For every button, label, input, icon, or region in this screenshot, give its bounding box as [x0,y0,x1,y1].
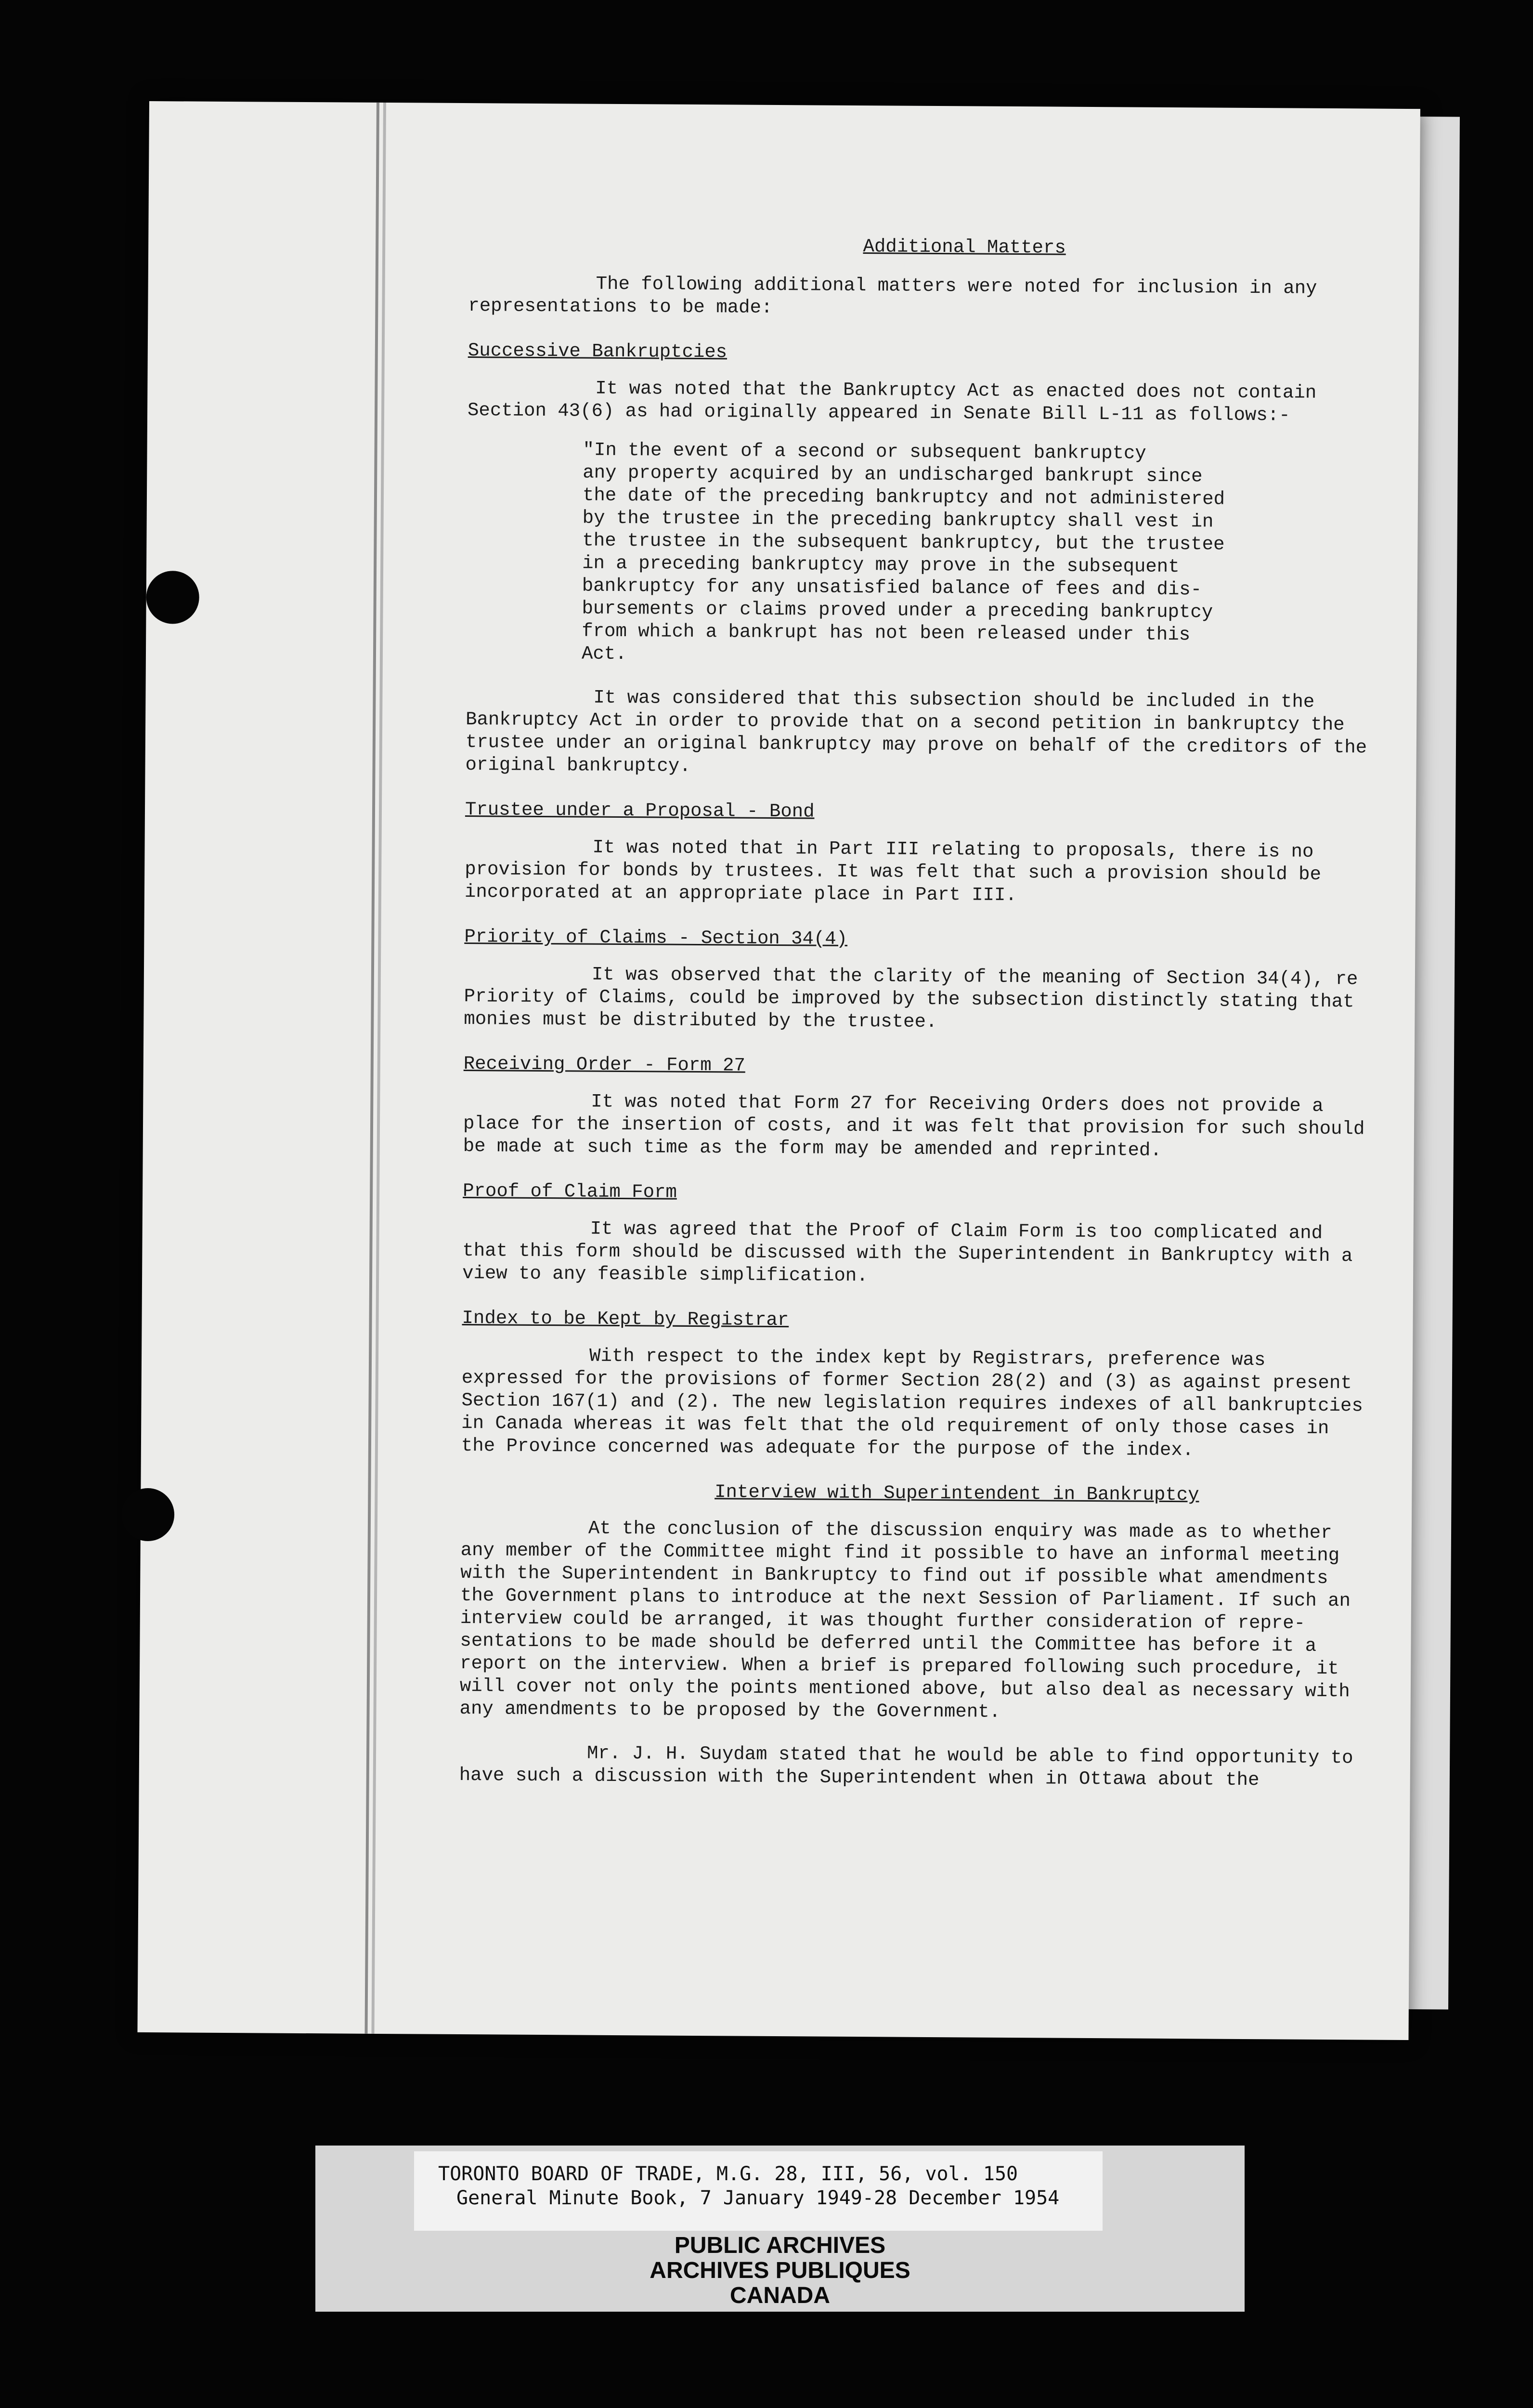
section-heading-trustee-proposal-bond: Trustee under a Proposal - Bond [465,799,815,823]
quote-line: bankruptcy for any unsatisfied balance of fees and dis- [582,575,1202,601]
section-paragraph: It was noted that Form 27 for Receiving Orders does not provide a place for the insertion of costs, and it was felt that provision for such should be made at such time as the form may be amended and reprinted. [463,1091,1365,1161]
section-paragraph: It was considered that this subsection should be included in the Bankruptcy Act in order to provide that on a second petition in bankruptcy the trustee under an original bankruptcy may prove on behalf of the creditors of the original bankruptcy. [465,687,1367,777]
document-page [138,101,1420,2040]
archives-stamp [315,2233,1245,2308]
section-heading-receiving-order: Receiving Order - Form 27 [463,1053,746,1076]
section-paragraph: It was agreed that the Proof of Claim Form is too complicated and that this form should be discussed with the Superintendent in Bankruptcy with a view to any feasible simplification. [462,1218,1353,1287]
archives-stamp-line: PUBLIC ARCHIVES [674,2233,886,2258]
archive-reference-box [414,2151,1103,2231]
section-paragraph: At the conclusion of the discussion enquiry was made as to whether any member of the Committee might find it possible to have an informal meeting with the Superintendent in Bankruptcy to find out if possible what amendments the Government plans to introduce at the next Session of Parliament. If such an interview could be arranged, it was thought further consideration of repre- sentations to be made should be deferred until the Committee has before it a report on the interview. When a brief is prepared following such procedure, it will cover not only the points mentioned above, but also deal as necessary with any amendments to be proposed by the Government. [459,1518,1351,1723]
section-paragraph: Mr. J. H. Suydam stated that he would be able to find opportunity to have such a discussion with the Superintendent when in Ottawa about the [459,1742,1353,1791]
quote-line: from which a bankrupt has not been released under this [582,620,1191,646]
archive-reference-line-2: General Minute Book, 7 January 1949-28 December 1954 [456,2187,1060,2209]
quoted-subsection [582,439,1315,670]
section-heading-proof-of-claim: Proof of Claim Form [463,1180,677,1203]
section-paragraph: It was noted that the Bankruptcy Act as enacted does not contain Section 43(6) as had originally appeared in Senate Bill L-11 as follows:- [467,378,1317,426]
quote-line: by the trustee in the preceding bankruptcy shall vest in [582,507,1214,533]
section-paragraph: With respect to the index kept by Registrars, preference was expressed for the provisions of former Section 28(2) and (3) as against present Section 167(1) and (2). The new legislation requires indexes of all bankruptcies in Canada whereas it was felt that the old requirement of only those cases in the Province concerned was adequate for the purpose of the index. [461,1345,1363,1461]
archives-stamp-line: ARCHIVES PUBLIQUES [650,2258,910,2283]
archive-label-card [315,2146,1245,2312]
quote-line: "In the event of a second or subsequent bankruptcy [583,439,1146,464]
section-heading-successive-bankruptcies: Successive Bankruptcies [468,340,728,363]
section-paragraph: It was observed that the clarity of the meaning of Section 34(4), re Priority of Claims, could be improved by the subsection distinctly stating that monies must be distributed by the trustee. [464,964,1358,1033]
archives-stamp-line: CANADA [730,2283,830,2308]
punch-hole-bottom [121,1488,175,1542]
punch-hole-top [146,571,199,624]
quote-line: Act. [581,643,627,665]
quote-line: bursements or claims proved under a preceding bankruptcy [582,598,1213,623]
quote-line: any property acquired by an undischarged bankrupt since [583,462,1203,487]
section-heading-priority-of-claims: Priority of Claims - Section 34(4) [464,926,848,950]
page-title: Additional Matters [863,236,1066,259]
quote-line: the date of the preceding bankruptcy and not administered [582,484,1225,510]
quote-line: in a preceding bankruptcy may prove in the subsequent [582,552,1180,578]
intro-paragraph: The following additional matters were noted for inclusion in any representations to be made: [468,273,1317,318]
quote-line: the trustee in the subsequent bankruptcy, but the trustee [582,530,1225,555]
section-heading-interview: Interview with Superintendent in Bankruptcy [715,1481,1199,1506]
margin-line [364,103,379,2034]
document-text [459,233,1374,1792]
archive-reference-line-1: TORONTO BOARD OF TRADE, M.G. 28, III, 56, vol. 150 [438,2163,1018,2185]
section-paragraph: It was noted that in Part III relating to proposals, there is no provision for bonds by trustees. It was felt that such a provision should be incorporated at an appropriate place in Part III. [464,837,1322,906]
section-heading-index-registrar: Index to be Kept by Registrar [462,1308,789,1331]
